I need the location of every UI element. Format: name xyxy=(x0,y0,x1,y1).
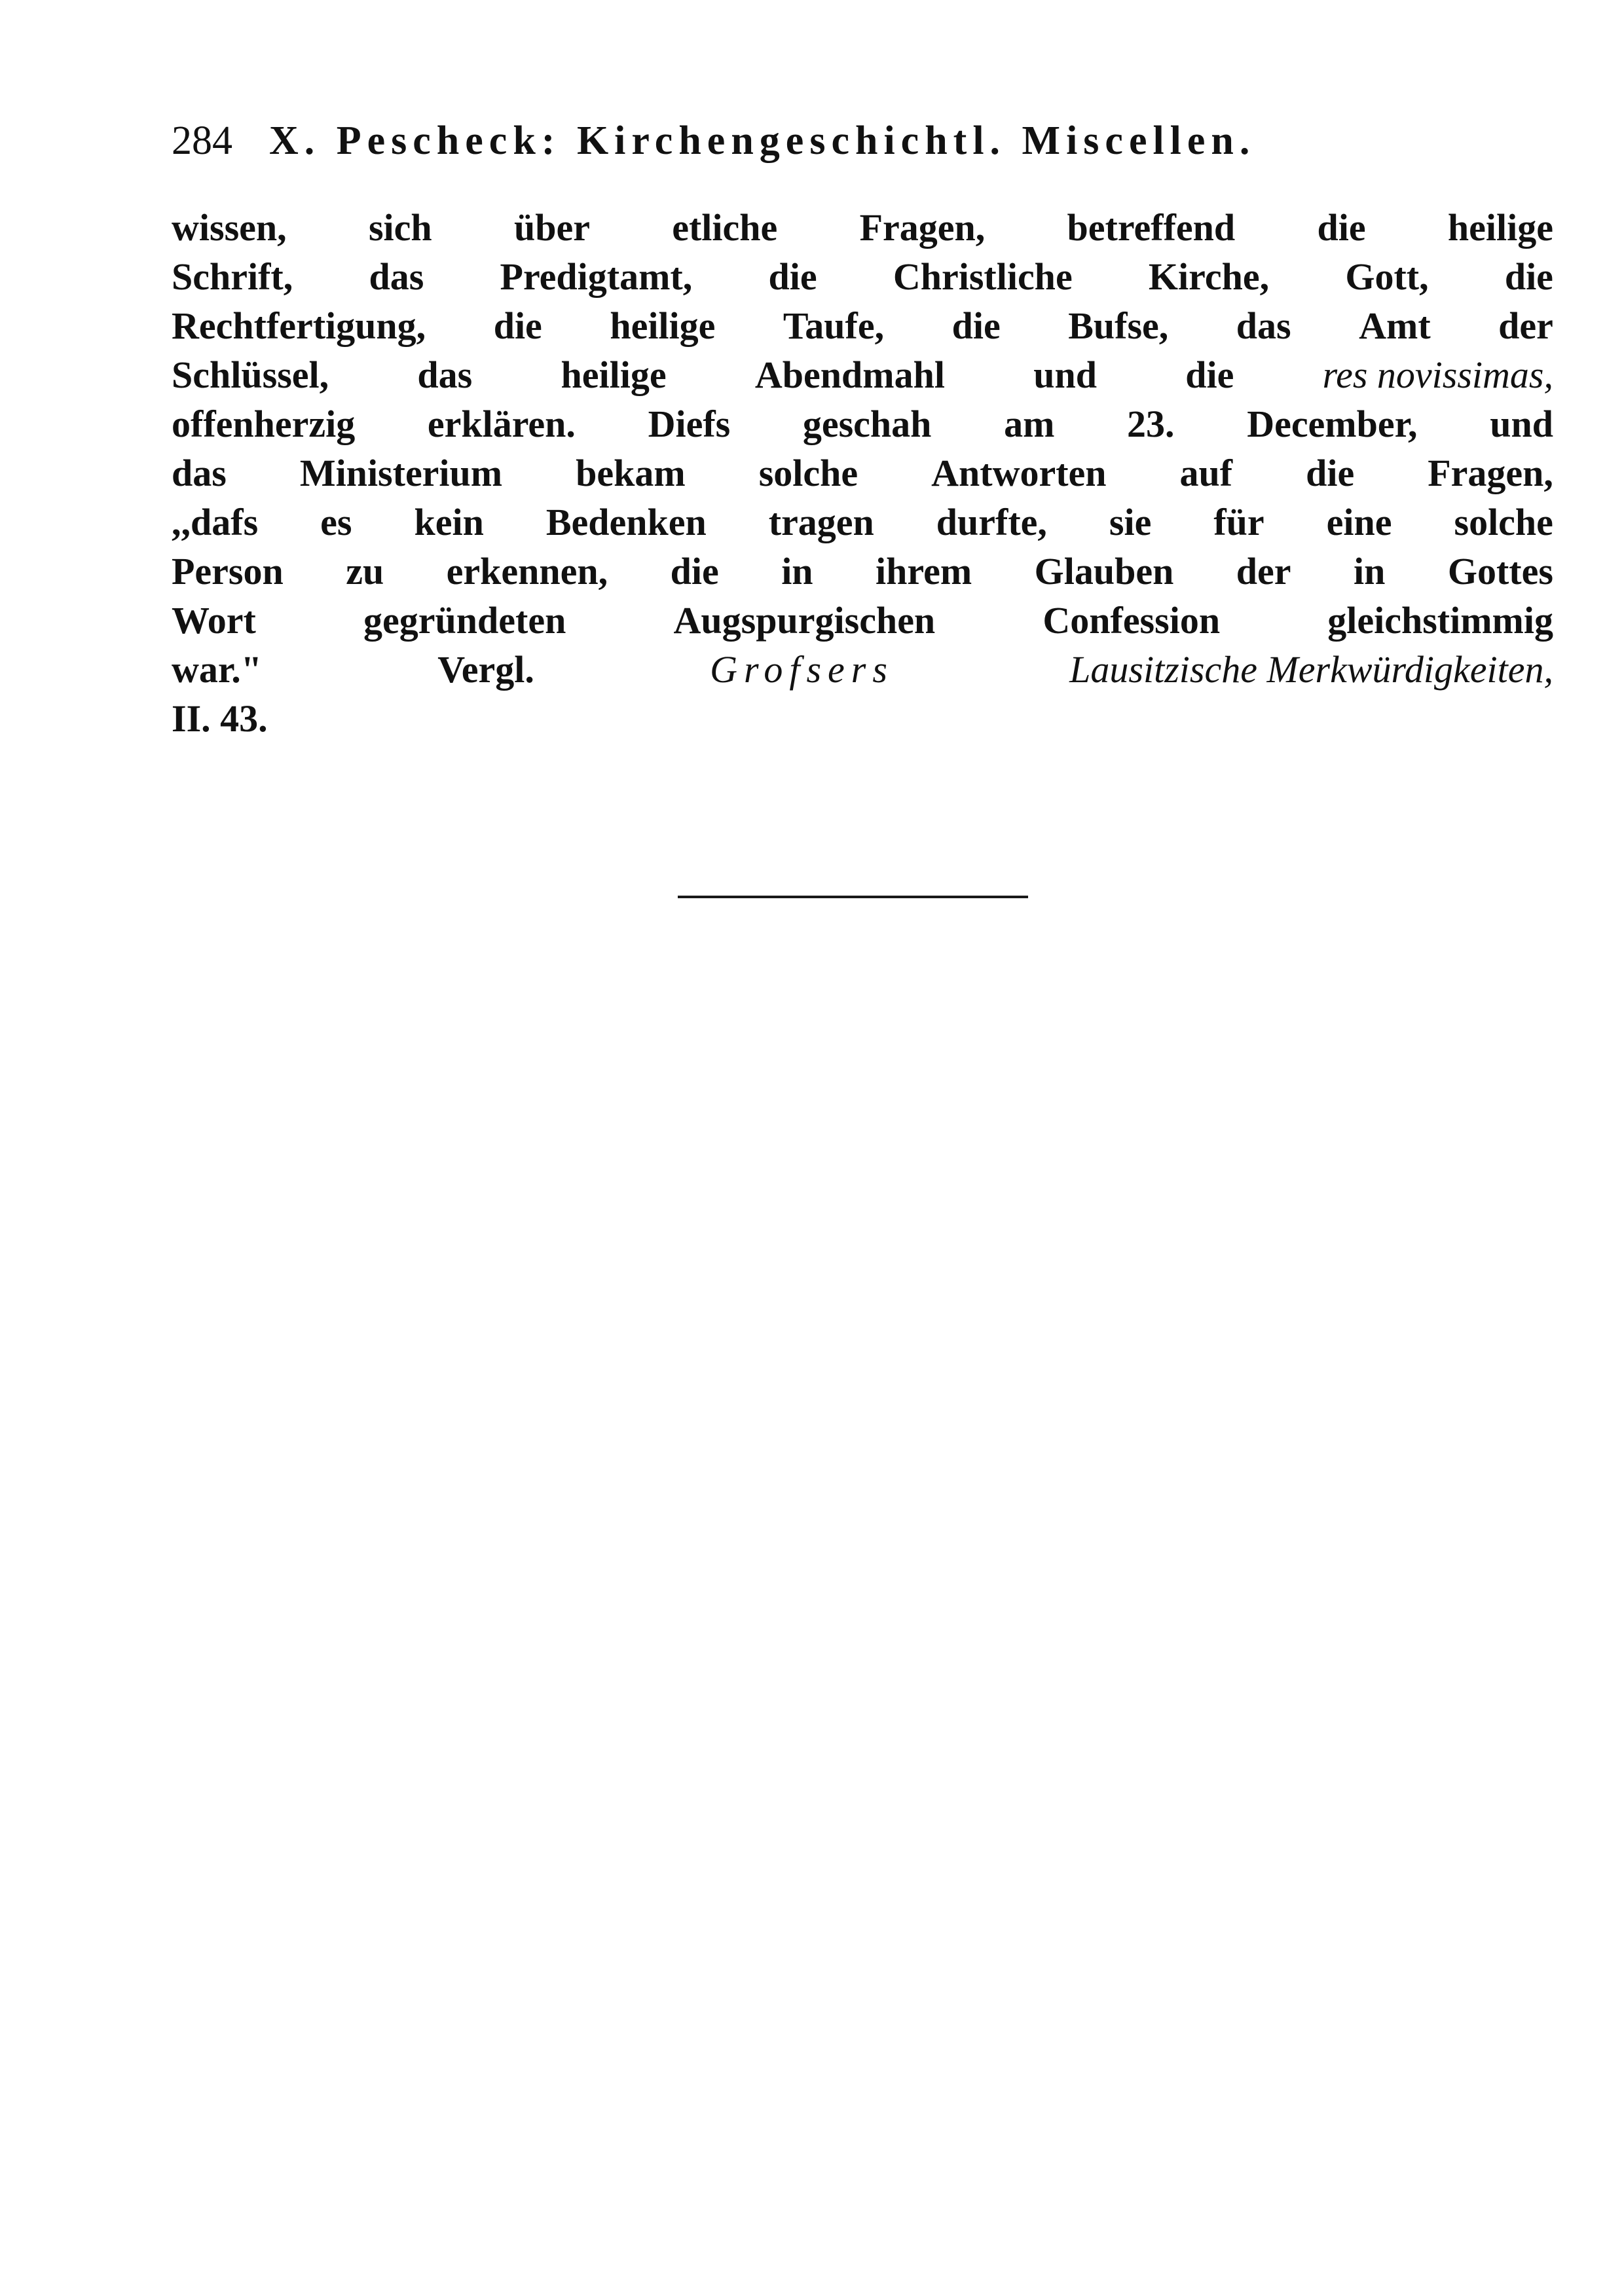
word: solche xyxy=(758,452,858,494)
text-line xyxy=(172,448,1553,498)
word: heilige xyxy=(1447,206,1553,249)
word: heilige xyxy=(561,354,667,396)
page-number: 284 xyxy=(172,118,232,163)
text-line xyxy=(172,547,1553,596)
word: Gott, xyxy=(1345,255,1429,298)
text-line xyxy=(172,498,1553,547)
word: erkennen, xyxy=(446,550,608,592)
word: durfte, xyxy=(936,501,1047,543)
word: die xyxy=(768,255,817,298)
text-line xyxy=(172,203,1553,252)
word: Augspurgischen xyxy=(673,599,936,642)
word: geschah xyxy=(802,403,932,445)
running-title: X. Pescheck: Kirchengeschichtl. Miscellen. xyxy=(269,118,1256,163)
word: Taufe, xyxy=(783,304,885,347)
text-line xyxy=(172,596,1553,645)
word: 23. xyxy=(1127,403,1175,445)
body-text xyxy=(172,203,1553,743)
word: gleichstimmig xyxy=(1327,599,1553,642)
word: für xyxy=(1213,501,1264,543)
word: am xyxy=(1004,403,1055,445)
word: gegründeten xyxy=(363,599,566,642)
word: über xyxy=(513,206,590,249)
word: zu xyxy=(346,550,384,592)
word: Wort xyxy=(172,599,256,642)
word: und xyxy=(1490,403,1553,445)
word: Bufse, xyxy=(1068,304,1169,347)
word: Christliche xyxy=(893,255,1073,298)
word: die xyxy=(1185,354,1234,396)
word: sie xyxy=(1109,501,1152,543)
word: Glauben xyxy=(1034,550,1174,592)
word: Kirche, xyxy=(1148,255,1270,298)
word: die xyxy=(1317,206,1366,249)
word: die xyxy=(493,304,542,347)
text-line xyxy=(172,252,1553,301)
word: offenherzig xyxy=(172,403,356,445)
italic-phrase: res novissimas, xyxy=(1322,354,1553,396)
word: Confession xyxy=(1043,599,1221,642)
word: II. 43. xyxy=(172,697,268,740)
text-line xyxy=(172,301,1553,350)
word: ,,dafs xyxy=(172,501,259,543)
word: bekam xyxy=(576,452,686,494)
word: war." xyxy=(172,648,263,691)
italic-author: Grofsers xyxy=(710,648,894,691)
word: Vergl. xyxy=(437,648,534,691)
word: Antworten xyxy=(931,452,1107,494)
word: ihrem xyxy=(876,550,972,592)
word: in xyxy=(1354,550,1386,592)
word: Fragen, xyxy=(859,206,986,249)
text-line xyxy=(172,694,1553,743)
section-divider xyxy=(678,896,1028,898)
text-line xyxy=(172,350,1553,399)
word: Abendmahl xyxy=(754,354,945,396)
word: Schrift, xyxy=(172,255,293,298)
word: tragen xyxy=(768,501,874,543)
italic-title: Lausitzische Merkwürdigkeiten, xyxy=(1069,648,1553,691)
word: Bedenken xyxy=(545,501,707,543)
word: heilige xyxy=(610,304,716,347)
word: sich xyxy=(368,206,432,249)
word: die xyxy=(1306,452,1355,494)
word: Schlüssel, xyxy=(172,354,329,396)
word: der xyxy=(1498,304,1553,347)
word: die xyxy=(1504,255,1553,298)
word: kein xyxy=(414,501,484,543)
word: es xyxy=(320,501,352,543)
word: Gottes xyxy=(1447,550,1553,592)
word: Fragen, xyxy=(1428,452,1553,494)
running-head xyxy=(172,118,1553,177)
word: das xyxy=(417,354,473,396)
word: die xyxy=(951,304,1001,347)
word: das xyxy=(369,255,424,298)
word: Predigtamt, xyxy=(500,255,693,298)
word: December, xyxy=(1247,403,1418,445)
word: das xyxy=(172,452,227,494)
word: Amt xyxy=(1359,304,1431,347)
word: Person xyxy=(172,550,284,592)
word: das xyxy=(1236,304,1291,347)
word: betreffend xyxy=(1067,206,1236,249)
word: in xyxy=(781,550,813,592)
text-line xyxy=(172,399,1553,448)
word: wissen, xyxy=(172,206,287,249)
word: erklären. xyxy=(427,403,576,445)
word: Ministerium xyxy=(299,452,503,494)
word: Rechtfertigung, xyxy=(172,304,426,347)
word: etliche xyxy=(672,206,778,249)
word: und xyxy=(1033,354,1097,396)
word: eine xyxy=(1326,501,1392,543)
word: der xyxy=(1236,550,1291,592)
word: Diefs xyxy=(648,403,731,445)
text-line xyxy=(172,645,1553,694)
word: auf xyxy=(1179,452,1233,494)
word: solche xyxy=(1454,501,1553,543)
word: die xyxy=(670,550,719,592)
